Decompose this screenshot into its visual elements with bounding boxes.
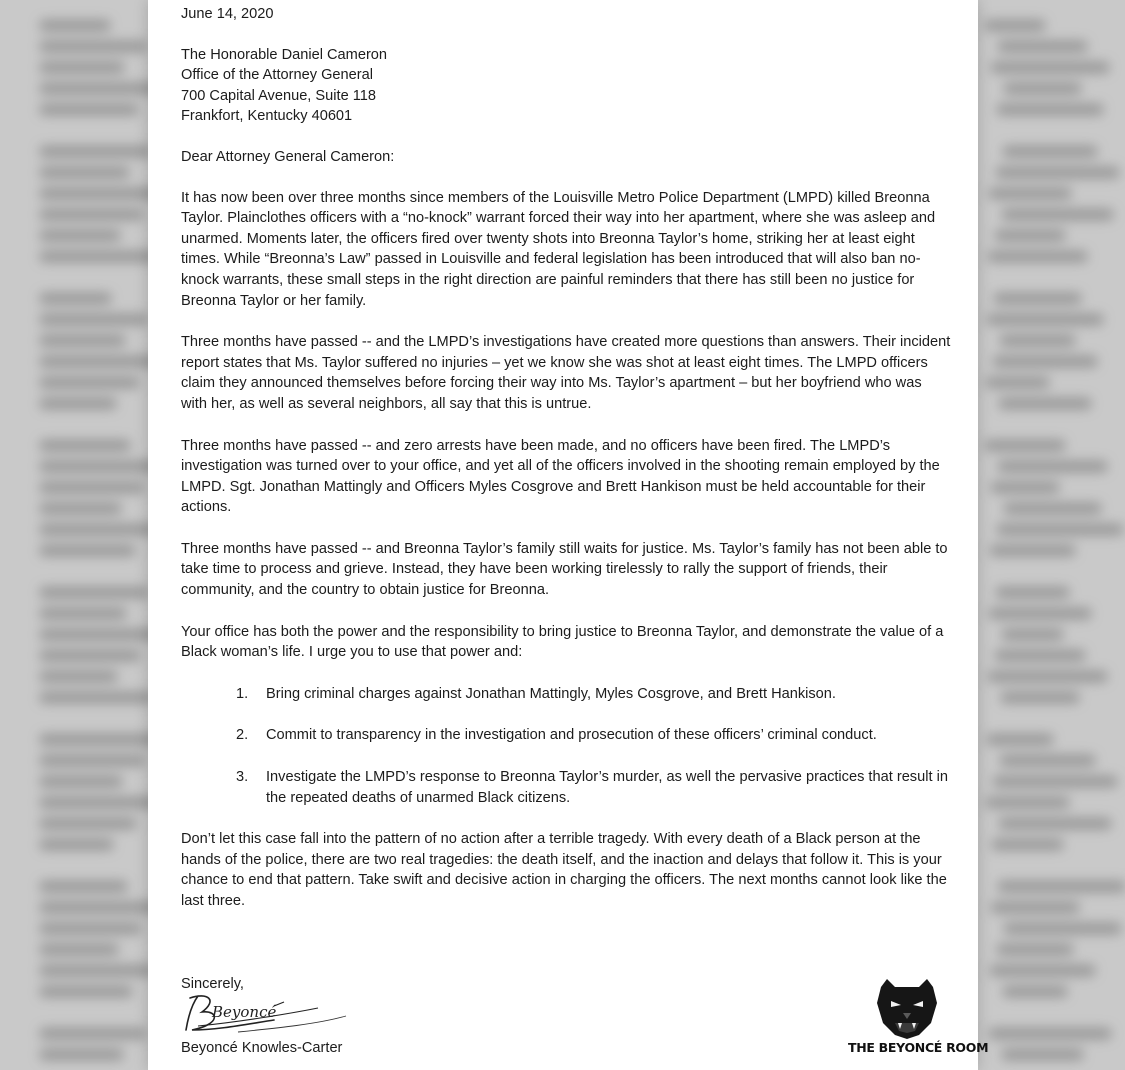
blurred-line — [40, 41, 147, 52]
address-line: The Honorable Daniel Cameron — [181, 46, 388, 63]
blurred-line — [40, 104, 138, 115]
list-item — [181, 767, 951, 808]
blurred-line — [40, 986, 132, 997]
blurred-line — [40, 209, 143, 220]
blurred-line — [998, 881, 1125, 892]
blurred-line — [988, 671, 1107, 682]
salutation: Dear Attorney General Cameron: — [181, 148, 395, 165]
paragraph: Your office has both the power and the responsibility to bring justice to Breonna Taylor, and demonstrate the value of a Black woman’s life. I urge you to use that power and: — [181, 623, 944, 661]
blurred-line — [993, 356, 1097, 367]
paragraph: Three months have passed -- and zero arrests have been made, and no officers have been fired. The LMPD’s investigation was turned over to your office, and yet all of the officers involved in the shooting remain employed by the LMPD. Sgt. Jonathan Mattingly and Officers Myles Cosgrove and Brett Hankison must be held accountable for their actions. — [181, 437, 940, 516]
list-number: 1. — [236, 685, 249, 702]
blurred-line — [990, 545, 1075, 556]
blurred-line — [991, 62, 1109, 73]
blurred-line — [991, 482, 1059, 493]
blurred-line — [999, 818, 1111, 829]
blurred-line — [988, 251, 1087, 262]
blurred-line — [40, 965, 155, 976]
letter-body — [181, 4, 951, 933]
address-line: 700 Capital Avenue, Suite 118 — [181, 87, 377, 104]
blurred-line — [996, 587, 1069, 598]
blurred-line — [987, 314, 1103, 325]
blurred-line — [40, 398, 116, 409]
blurred-line — [989, 188, 1071, 199]
list-item — [181, 684, 951, 705]
blurred-line — [40, 923, 141, 934]
list-number: 2. — [236, 727, 249, 744]
letter-page — [148, 0, 989, 1070]
blurred-line — [40, 440, 130, 451]
blurred-line — [1001, 692, 1079, 703]
blurred-line — [40, 1028, 146, 1039]
blurred-line — [40, 881, 127, 892]
blurred-line — [40, 755, 145, 766]
blurred-line — [40, 587, 149, 598]
blurred-line — [1003, 146, 1097, 157]
blurred-line — [40, 839, 113, 850]
blurred-line — [992, 839, 1063, 850]
panther-icon — [848, 978, 966, 1040]
blurred-line — [40, 251, 157, 262]
blurred-line — [40, 629, 163, 640]
list-text: Commit to transparency in the investigation and prosecution of these officers’ criminal conduct. — [266, 727, 877, 744]
signature-script: Beyoncé — [212, 1003, 277, 1021]
blurred-line — [986, 797, 1069, 808]
blurred-line — [40, 83, 161, 94]
blurred-line — [1000, 335, 1075, 346]
list-text: Bring criminal charges against Jonathan Mattingly, Myles Cosgrove, and Brett Hankison. — [266, 685, 836, 702]
letter-date: June 14, 2020 — [181, 6, 274, 22]
list-item — [181, 725, 951, 746]
sign-off: Sincerely, — [181, 976, 244, 992]
blurred-line — [995, 230, 1065, 241]
blurred-line — [1004, 83, 1081, 94]
blurred-line — [985, 440, 1065, 451]
blurred-line — [40, 650, 140, 661]
blurred-line — [993, 776, 1117, 787]
blurred-line — [1002, 629, 1063, 640]
blurred-line — [40, 944, 118, 955]
blurred-line — [1004, 923, 1121, 934]
blurred-line — [40, 230, 120, 241]
recipient-address — [181, 45, 951, 127]
blurred-line — [1002, 209, 1113, 220]
blurred-line — [40, 20, 110, 31]
blurred-line — [40, 692, 154, 703]
blurred-line — [40, 797, 159, 808]
blurred-line — [994, 293, 1081, 304]
paragraph: Three months have passed -- and the LMPD’s investigations have created more questions than answers. Their incident report states that Ms. Taylor suffered no injuries – yet we know she was shot at least eight times. The LMPD officers claim they announced themselves before forcing their way into Ms. Taylor’s apartment – but her boyfriend who was with her, as well as several neighbors, all say that this is untrue. — [181, 334, 951, 412]
blurred-line — [989, 1028, 1111, 1039]
handwritten-signature — [178, 990, 378, 1036]
address-line: Frankfort, Kentucky 40601 — [181, 108, 353, 125]
demands-list — [181, 684, 951, 808]
blurred-line — [1004, 503, 1101, 514]
blurred-line — [40, 314, 148, 325]
address-line: Office of the Attorney General — [181, 67, 373, 84]
blurred-line — [1003, 986, 1067, 997]
blurred-line — [40, 377, 139, 388]
blurred-line — [40, 335, 125, 346]
blurred-line — [40, 671, 117, 682]
blurred-line — [998, 461, 1107, 472]
blurred-line — [40, 62, 124, 73]
blurred-line — [40, 503, 121, 514]
blurred-line — [989, 608, 1091, 619]
blurred-line — [40, 167, 129, 178]
blurred-line — [997, 524, 1123, 535]
blurred-line — [986, 377, 1049, 388]
blurred-line — [40, 1049, 123, 1060]
closing-paragraph: Don’t let this case fall into the pattern of no action after a terrible tragedy. With every death of a Black person at the hands of the police, there are two real tragedies: the death itself, and the inaction and delays that follow it. This is your chance to end that pattern. Take swift and decisive action in charging the officers. The next months cannot look like the last three. — [181, 831, 947, 909]
paragraph: It has now been over three months since members of the Louisville Metro Police Department (LMPD) killed Breonna Taylor. Plainclothes officers with a “no-knock” warrant forced their way into her apartment, where she was asleep and unarmed. Moments later, the officers fired over twenty shots into Breonna Taylor’s home, striking her at least eight times. While “Breonna’s Law” passed in Louisville and federal legislation has been introduced that will also ban no-knock warrants, these small steps in the right direction are painful reminders that there has still been no justice for Breonna Taylor or her family. — [181, 189, 936, 309]
blurred-line — [997, 104, 1103, 115]
blurred-line — [997, 944, 1073, 955]
blurred-line — [40, 482, 144, 493]
blurred-line — [1000, 755, 1095, 766]
blurred-line — [1002, 1049, 1083, 1060]
blurred-line — [40, 146, 152, 157]
blurred-line — [40, 293, 111, 304]
blurred-line — [995, 650, 1085, 661]
beyonce-room-logo — [848, 978, 989, 1055]
paragraph: Three months have passed -- and Breonna Taylor’s family still waits for justice. Ms. Taylor’s family has not been able to take time to process and grieve. Instead, they have been working tirelessly to rally the support of friends, their community, and the country to obtain justice for Breonna. — [181, 540, 948, 599]
signer-name: Beyoncé Knowles-Carter — [181, 1040, 343, 1056]
blurred-line — [40, 818, 136, 829]
logo-text: THE BEYONCÉ ROOM — [848, 1040, 989, 1055]
blurred-line — [40, 902, 164, 913]
blurred-line — [985, 20, 1045, 31]
list-text: Investigate the LMPD’s response to Breonna Taylor’s murder, as well the pervasive practices that result in the repeated deaths of unarmed Black citizens. — [266, 769, 948, 806]
list-number: 3. — [236, 769, 249, 786]
blurred-line — [996, 167, 1119, 178]
blurred-line — [40, 608, 126, 619]
blurred-line — [40, 524, 158, 535]
blurred-line — [40, 545, 135, 556]
blurred-line — [40, 776, 122, 787]
blurred-line — [990, 965, 1095, 976]
blurred-line — [987, 734, 1053, 745]
blurred-line — [999, 398, 1091, 409]
blurred-line — [998, 41, 1087, 52]
blurred-line — [40, 356, 162, 367]
blurred-line — [991, 902, 1079, 913]
